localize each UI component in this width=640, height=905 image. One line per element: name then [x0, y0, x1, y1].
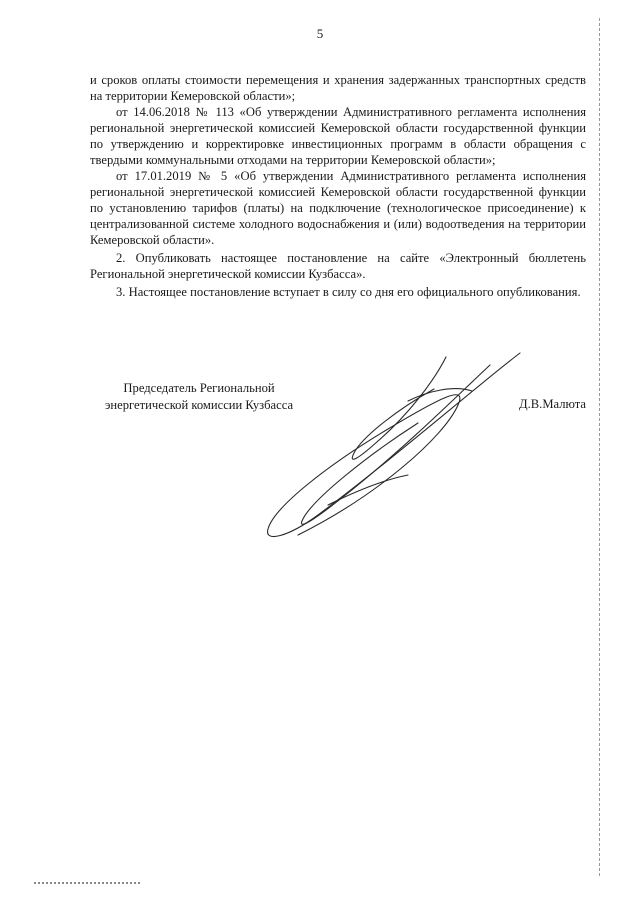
signer-title-line-1: Председатель Региональной [123, 381, 275, 395]
paragraph-continuation: и сроков оплаты стоимости перемещения и хранения задержанных транспортных средств на территории Кемеровской области»; [90, 73, 586, 103]
paragraph-item-2: 2. Опубликовать настоящее постановление на сайте «Электронный бюллетень Региональной энергетической комиссии Кузбасса». [90, 251, 586, 281]
handwritten-signature [258, 345, 538, 545]
paragraph-resolution-113: от 14.06.2018 № 113 «Об утверждении Административного регламента исполнения региональной энергетической комиссией Кемеровской области государственной функции по утверждению и корректировке инвестиционных программ в области обращения с твердыми коммунальными отходами на территории Кемеровской области»; [90, 105, 586, 167]
scan-edge-line [598, 18, 601, 878]
paragraph-resolution-5: от 17.01.2019 № 5 «Об утверждении Административного регламента исполнения региональной энергетической комиссией Кемеровской области государственной функции по установлению тарифов (платы) на подключение (технологическое присоединение) к централизованной системе холодного водоснабжения и (или) водоотведения на территории Кемеровской области». [90, 169, 586, 247]
signer-title-line-2: энергетической комиссии Кузбасса [105, 398, 294, 412]
scan-footer-mark [34, 882, 142, 884]
document-body [90, 72, 586, 300]
paragraph-item-3: 3. Настоящее постановление вступает в силу со дня его официального опубликования. [116, 285, 581, 299]
signer-name: Д.В.Малюта [519, 397, 586, 411]
page-number: 5 [316, 26, 324, 41]
